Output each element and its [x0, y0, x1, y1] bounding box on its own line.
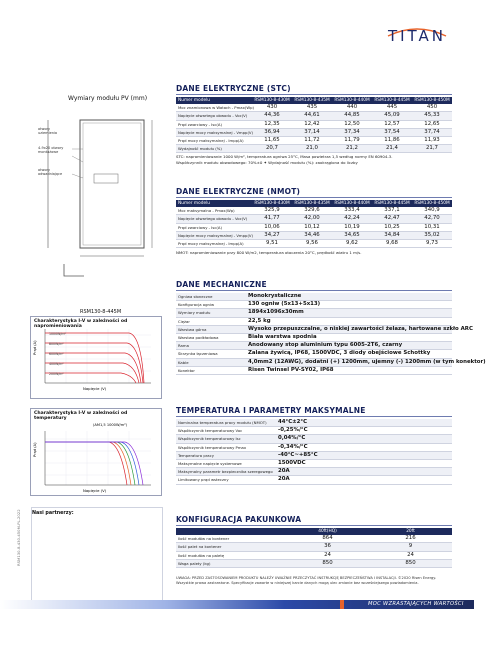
table-row [176, 419, 452, 427]
row-value: 22,5 kg [246, 317, 452, 325]
table-header-row [176, 528, 452, 535]
table-row [176, 207, 452, 215]
table-cell: 10,19 [332, 223, 372, 231]
table-row [176, 309, 452, 317]
legend-600: 600W/m² [49, 352, 64, 356]
table-row [176, 451, 452, 459]
table-cell: 44,36 [252, 112, 292, 120]
stc-table [176, 97, 452, 153]
column-header: RSM130-8-450M [412, 97, 452, 104]
diagram-label-drain: otwory odwadniające [38, 168, 63, 177]
iv-chart2-xlabel: Napięcie (V) [83, 488, 107, 493]
table-cell: 216 [369, 535, 452, 543]
nmot-title: DANE ELEKTRYCZNE (NMOT) [176, 187, 301, 196]
row-label: Skrzynka łączeniowa [176, 350, 246, 358]
footer-slogan: MOC WZRASTAJĄCYCH WARTOŚCI [368, 601, 464, 607]
iv-chart1-model: RSM130-8-445M [80, 309, 122, 315]
nmot-divider [176, 197, 452, 198]
temp-title: TEMPERATURA I PARAMETRY MAKSYMALNE [176, 406, 366, 415]
stc-divider [176, 94, 452, 95]
table-cell: 12,42 [292, 120, 332, 128]
row-label: Współczynnik temperaturowy Pmax [176, 443, 276, 451]
row-label: Ilość palet na kontener [176, 543, 286, 551]
row-value: 4,0mm2 (12AWG), dodatni (+) 1200mm, ujemny (-) 1200mm (w tym konektor) [248, 358, 486, 365]
table-cell: 44,85 [332, 112, 372, 120]
row-value: 1894x1096x30mm [246, 309, 452, 317]
table-cell: 12,50 [332, 120, 372, 128]
column-header: RSM130-8-450M [412, 200, 452, 207]
table-cell: 34,46 [292, 231, 332, 239]
row-label: Prąd zwarciowy - Isc(A) [176, 120, 252, 128]
iv-chart2-ylabel: Prąd (A) [33, 442, 37, 457]
table-cell: 10,12 [292, 223, 332, 231]
column-header: RSM130-8-430M [252, 200, 292, 207]
row-label: Konektor [176, 366, 246, 374]
legend-400: 400W/m² [49, 362, 64, 366]
table-cell: 42,70 [412, 215, 452, 223]
table-row [176, 468, 452, 476]
table-row [176, 350, 452, 358]
table-cell: 12,57 [372, 120, 412, 128]
table-cell: 12,35 [252, 120, 292, 128]
table-cell: 24 [286, 551, 369, 559]
row-label: Napięcie otwartego obwodu - Voc(V) [176, 215, 252, 223]
column-header: Numer modelu [176, 97, 252, 104]
row-value: Risen Twinsel PV-SY02, IP68 [246, 366, 452, 374]
iv-chart1-box [30, 316, 162, 399]
row-label: Maksymalne napięcie systemowe [176, 460, 276, 468]
row-value: Anodowany stop aluminium typu 6005-2T6, czarny [246, 342, 452, 350]
table-row [176, 559, 452, 567]
pack-table [176, 528, 452, 568]
table-cell: 45,33 [412, 112, 452, 120]
table-row [176, 325, 452, 333]
mech-title: DANE MECHANICZNE [176, 280, 267, 289]
row-label: Nominalna temperatura pracy modułu (NMOT) [176, 419, 276, 427]
table-cell: 435 [292, 104, 332, 112]
table-row [176, 231, 452, 239]
column-header: RSM130-8-435M [292, 200, 332, 207]
row-label: Napięcie mocy maksymalnej - Vmpp(V) [178, 232, 254, 238]
table-cell: 21,7 [412, 145, 452, 153]
mech-table [176, 293, 486, 375]
column-header: RSM130-8-440M [332, 200, 372, 207]
row-value: Zalana żywicą, IP68, 1500VDC, 3 diody obejściowe Schottky [246, 350, 452, 358]
table-row [176, 443, 452, 451]
iv-chart1-subtitle: Charakterystyka I-V w zależności od napromieniowania [34, 319, 128, 330]
stc-title: DANE ELEKTRYCZNE (STC) [176, 84, 291, 93]
temp-table [176, 419, 452, 485]
temp-divider [176, 416, 452, 417]
table-cell: 11,86 [372, 137, 412, 145]
row-value: 0,04%/°C [276, 435, 452, 443]
table-cell: 9,68 [372, 240, 412, 248]
table-cell: 329,6 [292, 207, 332, 215]
table-cell: 42,24 [332, 215, 372, 223]
iv-temp-curve-a [45, 442, 127, 485]
table-cell: 333,4 [332, 207, 372, 215]
row-label: Ilość modułów na paletę [176, 551, 286, 559]
table-row [176, 427, 452, 435]
brand-logo [384, 26, 450, 44]
table-row [176, 128, 452, 136]
table-cell: 11,72 [292, 137, 332, 145]
table-row [176, 223, 452, 231]
iv-chart2-subtitle: Charakterystyka I-V w zależności od temperatury [34, 411, 128, 422]
legend-1000: 1000W/m² [49, 332, 66, 336]
table-row [176, 240, 452, 248]
table-cell: 850 [286, 559, 369, 567]
legend-800: 800W/m² [49, 342, 64, 346]
column-header: RSM130-8-445M [372, 97, 412, 104]
table-cell: 20,7 [252, 145, 292, 153]
table-row [176, 293, 452, 301]
table-cell: 11,93 [412, 137, 452, 145]
iv-chart2-condition: (AM1,5 1000W/m²) [93, 423, 128, 427]
stc-note-1: STC: napromieniowanie 1000 W/m², temperatura ogniwa 25°C, Masa powietrza 1,5 według normy EN 60904-3. [176, 154, 393, 159]
legend-200: 200W/m² [49, 372, 64, 376]
table-cell: 35,02 [412, 231, 452, 239]
diagram-label-mounting: 4-9x20 otwory montażowe [38, 146, 64, 155]
table-header-row [176, 97, 452, 104]
table-cell: 34,84 [372, 231, 412, 239]
table-cell: 430 [252, 104, 292, 112]
table-row [176, 145, 452, 153]
row-label: Rama [176, 342, 246, 350]
table-cell: 440 [332, 104, 372, 112]
row-label: Ilość modułów na kontener [176, 535, 286, 543]
row-label: Współczynnik temperaturowy Isc [176, 435, 276, 443]
module-diagram-title: Wymiary modułu PV (mm) [68, 95, 148, 102]
table-row [176, 543, 452, 551]
table-cell: 445 [372, 104, 412, 112]
column-header: RSM130-8-440M [332, 97, 372, 104]
table-cell: 11,65 [252, 137, 292, 145]
row-label: Warstwa górna [176, 325, 246, 333]
row-label: Limitowany prąd wsteczny [176, 476, 276, 484]
table-cell: 37,74 [412, 128, 452, 136]
table-cell: 36 [286, 543, 369, 551]
table-cell: 12,65 [412, 120, 452, 128]
table-cell: 21,4 [372, 145, 412, 153]
table-cell: 9,62 [332, 240, 372, 248]
table-row [176, 301, 452, 309]
table-cell: 42,00 [292, 215, 332, 223]
table-row [176, 476, 452, 484]
table-cell: 45,09 [372, 112, 412, 120]
row-label: Wydajność modułu (%) [176, 145, 252, 153]
iv-temp-curve-c [45, 442, 135, 485]
row-label: Prąd mocy maksymalnej - Impp(A) [176, 137, 252, 145]
row-value: -0,25%/°C [276, 427, 452, 435]
table-cell: 34,27 [252, 231, 292, 239]
row-value: 130 ogniw (5x13+5x13) [246, 301, 452, 309]
table-cell: 41,77 [252, 215, 292, 223]
table-cell: 34,65 [332, 231, 372, 239]
column-header: 40ft(HQ) [286, 528, 369, 535]
row-label: Prąd mocy maksymalnej - Impp(A) [176, 240, 252, 248]
row-label: Prąd zwarciowy - Isc(A) [176, 223, 252, 231]
table-cell: 42,47 [372, 215, 412, 223]
table-cell: 340,9 [412, 207, 452, 215]
table-cell: 9,73 [412, 240, 452, 248]
iv-temp-curve-b [45, 442, 131, 485]
table-row [176, 366, 452, 374]
iv-chart2-plot [31, 409, 161, 495]
table-row [176, 137, 452, 145]
row-value: Monokrystaliczne [246, 293, 452, 301]
table-cell: 36,94 [252, 128, 292, 136]
column-header: 20ft [369, 528, 452, 535]
row-label: Maksymalny parametr bezpiecznika szeregowego [176, 468, 276, 476]
table-row [176, 551, 452, 559]
row-value: -0,34%/°C [276, 443, 452, 451]
table-cell: 21,2 [332, 145, 372, 153]
table-cell: 37,34 [332, 128, 372, 136]
stc-note-2: Współczynnik modułu obwodowego: 70%±0 ✦ Wydajność modułu (%): zaokrąglona do liczby [176, 160, 358, 165]
table-cell: 37,14 [292, 128, 332, 136]
nmot-table [176, 200, 452, 248]
iv-chart2-box [30, 408, 162, 496]
iv-chart1-xlabel: Napięcie (V) [83, 386, 107, 391]
table-cell: 450 [412, 104, 452, 112]
table-cell: 864 [286, 535, 369, 543]
table-row [176, 358, 452, 366]
table-cell: 9 [369, 543, 452, 551]
table-cell: 44,61 [292, 112, 332, 120]
row-value: 44°C±2°C [276, 419, 452, 427]
table-row [176, 435, 452, 443]
table-row [176, 104, 452, 112]
table-row [176, 120, 452, 128]
row-label: Ogniwa słoneczne [176, 293, 246, 301]
row-value: Wysoko przepuszczalne, o niskiej zawartości żelaza, hartowane szkło ARC [248, 325, 473, 332]
table-cell: 850 [369, 559, 452, 567]
row-label: Konfiguracja ogniw [176, 301, 246, 309]
table-row [176, 215, 452, 223]
row-label: Moc maksymalna - Pmax(Wp) [176, 207, 252, 215]
table-cell: 9,51 [252, 240, 292, 248]
iv-chart1-ylabel: Prąd (A) [33, 340, 37, 355]
doc-code: RSM130-8-430-450M-PL-2022 [16, 509, 21, 566]
table-header-row [176, 200, 452, 207]
table-cell: 21,0 [292, 145, 332, 153]
row-value: 20A [276, 468, 452, 476]
table-cell: 9,56 [292, 240, 332, 248]
row-label: Warstwa podkładowa [176, 334, 246, 342]
table-cell: 10,06 [252, 223, 292, 231]
table-cell: 10,25 [372, 223, 412, 231]
row-label: Waga palety (kg) [176, 559, 286, 567]
row-label: Współczynnik temperaturowy Voc [176, 427, 276, 435]
partners-label: Nasi partnerzy: [32, 511, 74, 516]
row-value: 20A [276, 476, 452, 484]
partners-box [31, 507, 163, 604]
column-header: Numer modelu [176, 200, 252, 207]
column-header: RSM130-8-430M [252, 97, 292, 104]
row-label: Napięcie mocy maksymalnej - Vmpp(V) [178, 129, 254, 135]
pack-divider [176, 525, 452, 526]
table-row [176, 317, 452, 325]
pack-title: KONFIGURACJA PAKUNKOWA [176, 515, 302, 524]
table-cell: 11,79 [332, 137, 372, 145]
table-row [176, 460, 452, 468]
brand-name: TITAN [387, 27, 447, 45]
row-label: Kable [176, 358, 246, 366]
iv-chart1-legend [49, 329, 66, 379]
row-label: Temperatura pracy [176, 451, 276, 459]
table-cell: 24 [369, 551, 452, 559]
row-label: Ciężar [176, 317, 246, 325]
column-header: RSM130-8-435M [292, 97, 332, 104]
nmot-note: NMOT: napromieniowanie przy 800 W/m2, temperatura otoczenia 20°C, prędkość wiatru 1 m/s. [176, 250, 362, 255]
table-row [176, 342, 452, 350]
footer-disclaimer: UWAGA: PRZED ZASTOSOWANIEM PRODUKTU NALEŻY UWAŻNIE PRZECZYTAĆ INSTRUKCJĘ BEZPIECZEŃSTWA I INSTALACJI. ©2020 Risen Energy. Wszystkie prawa zastrzeżone. Specyfikacje zawarte w niniejszej karcie danych mogą ulec zmianie bez wcześniejszego powiadomienia. [176, 576, 437, 585]
column-header [176, 528, 286, 535]
column-header: RSM130-8-445M [372, 200, 412, 207]
table-cell: 325,9 [252, 207, 292, 215]
table-row [176, 112, 452, 120]
table-cell: 337,1 [372, 207, 412, 215]
table-row [176, 334, 452, 342]
row-label: Moc znamionowa w Watach - Pmax(Wp) [178, 105, 254, 111]
diagram-label-grounding: otwory uziemienia [38, 127, 58, 136]
table-cell: 10,31 [412, 223, 452, 231]
row-label: Napięcie otwartego obwodu - Voc(V) [176, 112, 252, 120]
table-cell: 37,54 [372, 128, 412, 136]
row-value: -40°C~+85°C [276, 451, 452, 459]
row-value: 1500VDC [276, 460, 452, 468]
row-value: Biała warstwa spodnia [246, 334, 452, 342]
mech-divider [176, 290, 452, 291]
row-label: Wymiary modułu [176, 309, 246, 317]
table-row [176, 535, 452, 543]
